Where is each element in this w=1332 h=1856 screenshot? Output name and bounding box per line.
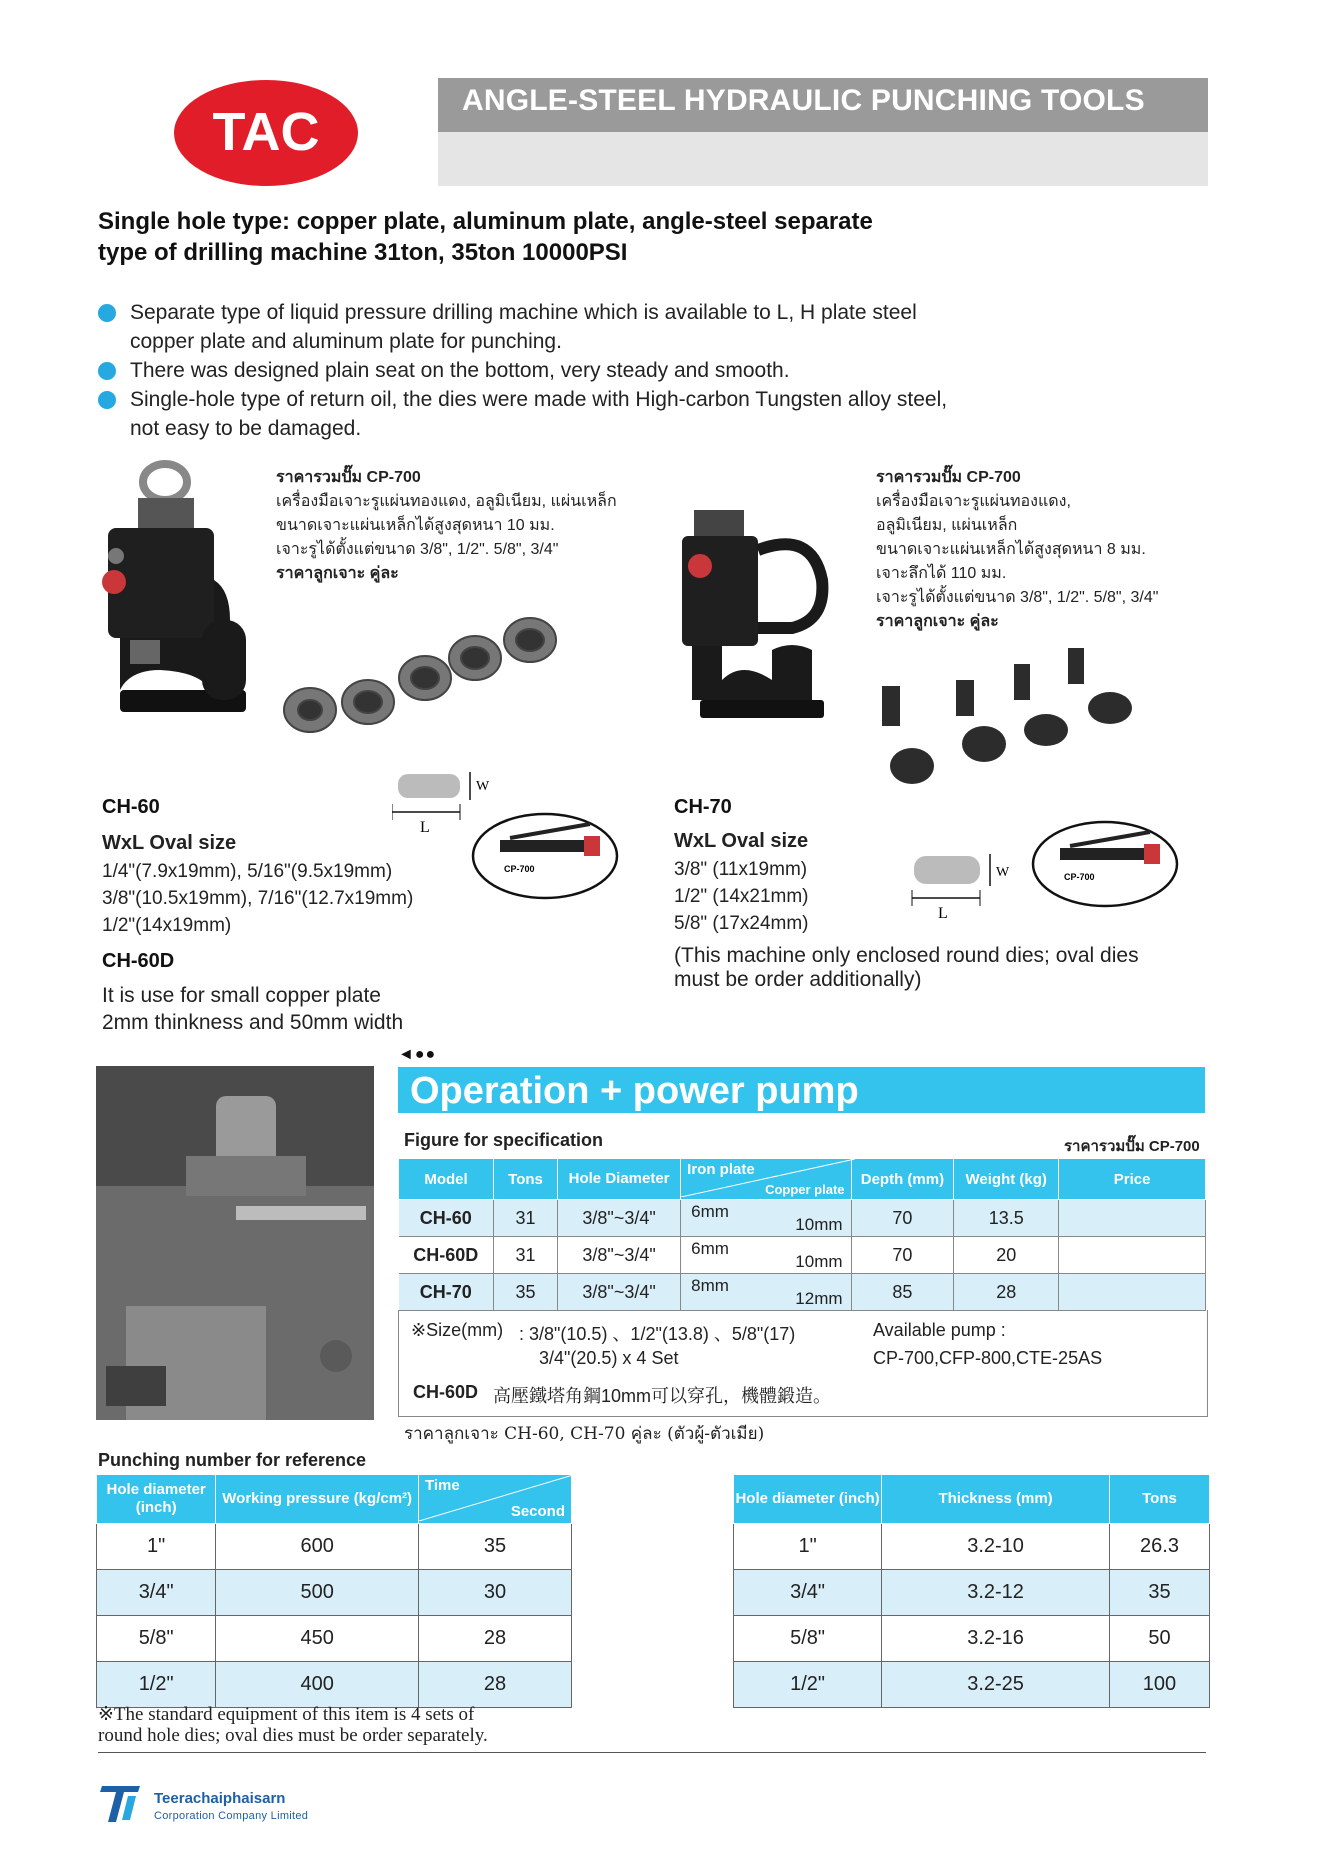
pump-label: CP-700 bbox=[1064, 872, 1095, 882]
cell-second: 35 bbox=[419, 1524, 572, 1570]
cell-depth: 70 bbox=[851, 1200, 954, 1237]
ch70-machine-image bbox=[672, 500, 852, 740]
iron-plate-label: Iron plate bbox=[687, 1161, 755, 1178]
thai-line: ขนาดเจาะแผ่นเหล็กได้สูงสุดหนา 10 มม. bbox=[276, 517, 555, 534]
col-hole-diameter: Hole diameter (inch) bbox=[97, 1475, 216, 1524]
spec-row bbox=[399, 1200, 1206, 1237]
ch60-thai-description bbox=[276, 466, 656, 586]
thickness-row bbox=[734, 1616, 1210, 1662]
cell-iron-copper bbox=[681, 1237, 851, 1274]
thai-line: เจาะรูได้ตั้งแต่ขนาด 3/8", 1/2". 5/8", 3/4" bbox=[876, 589, 1159, 606]
cell-iron: 8mm bbox=[691, 1276, 729, 1295]
cell-tons: 100 bbox=[1109, 1662, 1209, 1708]
feature-text: not easy to be damaged. bbox=[130, 417, 362, 440]
pump-values: CP-700,CFP-800,CTE-25AS bbox=[873, 1348, 1103, 1368]
cell-iron-copper bbox=[681, 1274, 851, 1311]
punching-row bbox=[97, 1662, 572, 1708]
cell-thickness: 3.2-12 bbox=[882, 1570, 1110, 1616]
cell-weight: 13.5 bbox=[954, 1200, 1059, 1237]
copper-plate-label: Copper plate bbox=[765, 1182, 845, 1197]
ch70-oval-sizes bbox=[674, 856, 809, 937]
subtitle-line: Single hole type: copper plate, aluminum plate, angle-steel separate bbox=[98, 208, 873, 235]
pump-label: CP-700 bbox=[504, 864, 535, 874]
cell-second: 28 bbox=[419, 1662, 572, 1708]
feature-item bbox=[98, 298, 998, 356]
company-name: Teerachaiphaisarn bbox=[154, 1790, 286, 1807]
size-line: 3/4"(20.5) x 4 Set bbox=[539, 1348, 679, 1368]
cell-hole: 3/8"~3/4" bbox=[558, 1200, 681, 1237]
punching-row bbox=[97, 1616, 572, 1662]
ch60d-note-model: CH-60D bbox=[413, 1382, 479, 1402]
cell-hole: 5/8" bbox=[734, 1616, 882, 1662]
cell-copper: 10mm bbox=[795, 1252, 843, 1271]
feature-text: Separate type of liquid pressure drilling machine which is available to L, H plate steel bbox=[130, 301, 917, 324]
arrow-left-icon: ◄●● bbox=[398, 1046, 437, 1063]
page-title: ANGLE-STEEL HYDRAULIC PUNCHING TOOLS bbox=[462, 84, 1145, 117]
ch60d-note-text: 高壓鐵塔角鋼10mm可以穿孔，機體鍛造。 bbox=[493, 1386, 832, 1406]
time-label: Time bbox=[425, 1477, 460, 1494]
thickness-row bbox=[734, 1570, 1210, 1616]
size-item: 1/2" (14x21mm) bbox=[674, 886, 809, 907]
cell-hole: 3/4" bbox=[97, 1570, 216, 1616]
ch70-note bbox=[674, 944, 1139, 992]
cell-hole: 5/8" bbox=[97, 1616, 216, 1662]
thai-dies-price: ราคาลูกเจาะ คู่ละ bbox=[276, 565, 399, 582]
spec-price-label: ราคารวมปั๊ม CP-700 bbox=[1064, 1138, 1200, 1155]
punching-row bbox=[97, 1570, 572, 1616]
footnote-line: ※The standard equipment of this item is 4 sets of bbox=[98, 1704, 475, 1725]
thickness-header-row bbox=[734, 1475, 1210, 1524]
cell-tons: 50 bbox=[1109, 1616, 1209, 1662]
thickness-table bbox=[733, 1474, 1210, 1708]
cell-iron-copper bbox=[681, 1200, 851, 1237]
cell-price bbox=[1059, 1274, 1206, 1311]
punching-row bbox=[97, 1524, 572, 1570]
col-tons: Tons bbox=[1109, 1475, 1209, 1524]
cell-model: CH-70 bbox=[399, 1274, 494, 1311]
cell-model: CH-60D bbox=[399, 1237, 494, 1274]
cell-hole: 1/2" bbox=[734, 1662, 882, 1708]
variant-line: It is use for small copper plate bbox=[102, 984, 381, 1007]
cell-copper: 10mm bbox=[795, 1215, 843, 1234]
workshop-photo bbox=[96, 1066, 374, 1420]
col-price: Price bbox=[1059, 1159, 1206, 1200]
ch60-machine-image bbox=[90, 460, 270, 760]
ch70-oval-dimension-diagram bbox=[908, 850, 1018, 922]
thai-line: เครื่องมือเจาะรูแผ่นทองแดง, bbox=[876, 493, 1071, 510]
spec-row bbox=[399, 1237, 1206, 1274]
operation-title: Operation + power pump bbox=[410, 1070, 859, 1112]
thai-line: ขนาดเจาะแผ่นเหล็กได้สูงสุดหนา 8 มม. bbox=[876, 541, 1146, 558]
ch70-dies-image bbox=[872, 640, 1152, 790]
feature-item bbox=[98, 356, 998, 385]
cell-thickness: 3.2-25 bbox=[882, 1662, 1110, 1708]
ch70-oval-title: WxL Oval size bbox=[674, 830, 809, 852]
dim-l-label: L bbox=[420, 819, 430, 836]
feature-text: There was designed plain seat on the bottom, very steady and smooth. bbox=[130, 359, 790, 382]
product-subtitle bbox=[98, 206, 998, 268]
cell-hole: 1" bbox=[97, 1524, 216, 1570]
feature-text: Single-hole type of return oil, the dies were made with High-carbon Tungsten alloy steel, bbox=[130, 388, 948, 411]
col-tons: Tons bbox=[494, 1159, 558, 1200]
cell-tons: 26.3 bbox=[1109, 1524, 1209, 1570]
cell-weight: 20 bbox=[954, 1237, 1059, 1274]
thai-line: เครื่องมือเจาะรูแผ่นทองแดง, อลูมิเนียม, แผ่นเหล็ก bbox=[276, 493, 617, 510]
spec-table bbox=[398, 1158, 1206, 1311]
cell-tons: 35 bbox=[1109, 1570, 1209, 1616]
thai-line: เจาะรูได้ตั้งแต่ขนาด 3/8", 1/2". 5/8", 3/4" bbox=[276, 541, 559, 558]
size-item: 3/8" (11x19mm) bbox=[674, 859, 808, 880]
bullet-icon bbox=[98, 304, 116, 322]
cell-pressure: 450 bbox=[216, 1616, 419, 1662]
note-line: must be order additionally) bbox=[674, 968, 922, 991]
size-item: 5/8" (17x24mm) bbox=[674, 913, 809, 934]
thai-price-title: ราคารวมปั๊ม CP-700 bbox=[276, 469, 421, 486]
col-time-second bbox=[419, 1475, 572, 1524]
punching-header-row bbox=[97, 1475, 572, 1524]
footer-divider bbox=[98, 1752, 1206, 1753]
ch70-pump-image bbox=[1030, 818, 1180, 910]
company-logo-icon bbox=[98, 1780, 144, 1826]
size-line: : 3/8"(10.5) 、1/2"(13.8) 、5/8"(17) bbox=[519, 1324, 796, 1344]
size-item: 3/8"(10.5x19mm), 7/16"(12.7x19mm) bbox=[102, 888, 414, 909]
col-working-pressure: Working pressure (kg/cm²) bbox=[216, 1475, 419, 1524]
spec-row bbox=[399, 1274, 1206, 1311]
spec-notes bbox=[398, 1310, 1208, 1417]
cell-price bbox=[1059, 1237, 1206, 1274]
thai-dies-price: ราคาลูกเจาะ คู่ละ bbox=[876, 613, 999, 630]
ch60d-description bbox=[102, 982, 403, 1036]
feature-item bbox=[98, 385, 998, 443]
ch60-oval-title: WxL Oval size bbox=[102, 832, 237, 854]
note-line: (This machine only enclosed round dies; oval dies bbox=[674, 944, 1139, 967]
cell-depth: 70 bbox=[851, 1237, 954, 1274]
second-label: Second bbox=[510, 1503, 565, 1520]
cell-iron: 6mm bbox=[691, 1202, 729, 1221]
cell-pressure: 400 bbox=[216, 1662, 419, 1708]
col-hole-diameter: Hole Diameter bbox=[558, 1159, 681, 1200]
dim-w-label: W bbox=[476, 779, 490, 794]
col-hole-diameter: Hole diameter (inch) bbox=[734, 1475, 882, 1524]
size-item: 1/4"(7.9x19mm), 5/16"(9.5x19mm) bbox=[102, 861, 393, 882]
cell-copper: 12mm bbox=[795, 1289, 843, 1308]
size-label: ※Size(mm) bbox=[411, 1320, 504, 1340]
ch60-oval-sizes bbox=[102, 858, 413, 939]
ch70-model-label: CH-70 bbox=[674, 796, 732, 818]
dies-price-caption: ราคาลูกเจาะ CH-60, CH-70 คู่ละ (ตัวผู้-ตัวเมีย) bbox=[404, 1424, 765, 1444]
ch70-thai-description bbox=[876, 466, 1236, 634]
thai-line: เจาะลึกได้ 110 มม. bbox=[876, 565, 1007, 582]
thickness-row bbox=[734, 1662, 1210, 1708]
cell-depth: 85 bbox=[851, 1274, 954, 1311]
cell-model: CH-60 bbox=[399, 1200, 494, 1237]
cell-hole: 3/8"~3/4" bbox=[558, 1237, 681, 1274]
col-model: Model bbox=[399, 1159, 494, 1200]
size-item: 1/2"(14x19mm) bbox=[102, 915, 232, 936]
ch60d-model-label: CH-60D bbox=[102, 950, 175, 972]
thickness-row bbox=[734, 1524, 1210, 1570]
ch60-model-label: CH-60 bbox=[102, 796, 160, 818]
cell-pressure: 600 bbox=[216, 1524, 419, 1570]
cell-hole: 3/8"~3/4" bbox=[558, 1274, 681, 1311]
cell-tons: 35 bbox=[494, 1274, 558, 1311]
dim-w-label: W bbox=[996, 865, 1010, 880]
cell-tons: 31 bbox=[494, 1237, 558, 1274]
dim-l-label: L bbox=[938, 905, 948, 922]
ch60-pump-image bbox=[470, 810, 620, 902]
cell-thickness: 3.2-10 bbox=[882, 1524, 1110, 1570]
tac-logo bbox=[172, 78, 360, 188]
cell-weight: 28 bbox=[954, 1274, 1059, 1311]
cell-hole: 1/2" bbox=[97, 1662, 216, 1708]
cell-hole: 3/4" bbox=[734, 1570, 882, 1616]
pump-label: Available pump : bbox=[873, 1320, 1006, 1340]
feature-text: copper plate and aluminum plate for punching. bbox=[130, 330, 562, 353]
punching-table bbox=[96, 1474, 572, 1708]
thai-price-title: ราคารวมปั๊ม CP-700 bbox=[876, 469, 1021, 486]
col-depth: Depth (mm) bbox=[851, 1159, 954, 1200]
variant-line: 2mm thinkness and 50mm width bbox=[102, 1011, 404, 1034]
cell-iron: 6mm bbox=[691, 1239, 729, 1258]
bullet-icon bbox=[98, 362, 116, 380]
footnote-line: round hole dies; oval dies must be order separately. bbox=[98, 1725, 488, 1746]
cell-tons: 31 bbox=[494, 1200, 558, 1237]
subtitle-line: type of drilling machine 31ton, 35ton 10000PSI bbox=[98, 239, 628, 266]
col-iron-copper bbox=[681, 1159, 851, 1200]
col-weight: Weight (kg) bbox=[954, 1159, 1059, 1200]
cell-second: 30 bbox=[419, 1570, 572, 1616]
ch60-dies-image bbox=[280, 610, 560, 750]
cell-thickness: 3.2-16 bbox=[882, 1616, 1110, 1662]
bullet-icon bbox=[98, 391, 116, 409]
thai-line: อลูมิเนียม, แผ่นเหล็ก bbox=[876, 517, 1018, 534]
cell-hole: 1" bbox=[734, 1524, 882, 1570]
company-subtitle: Corporation Company Limited bbox=[154, 1810, 309, 1822]
cell-price bbox=[1059, 1200, 1206, 1237]
feature-list bbox=[98, 298, 998, 443]
col-thickness: Thickness (mm) bbox=[882, 1475, 1110, 1524]
logo-text: TAC bbox=[212, 102, 320, 162]
spec-caption: Figure for specification bbox=[404, 1130, 604, 1150]
spec-header-row bbox=[399, 1159, 1206, 1200]
cell-pressure: 500 bbox=[216, 1570, 419, 1616]
cell-second: 28 bbox=[419, 1616, 572, 1662]
footnote bbox=[98, 1704, 488, 1746]
punching-caption: Punching number for reference bbox=[98, 1450, 367, 1470]
